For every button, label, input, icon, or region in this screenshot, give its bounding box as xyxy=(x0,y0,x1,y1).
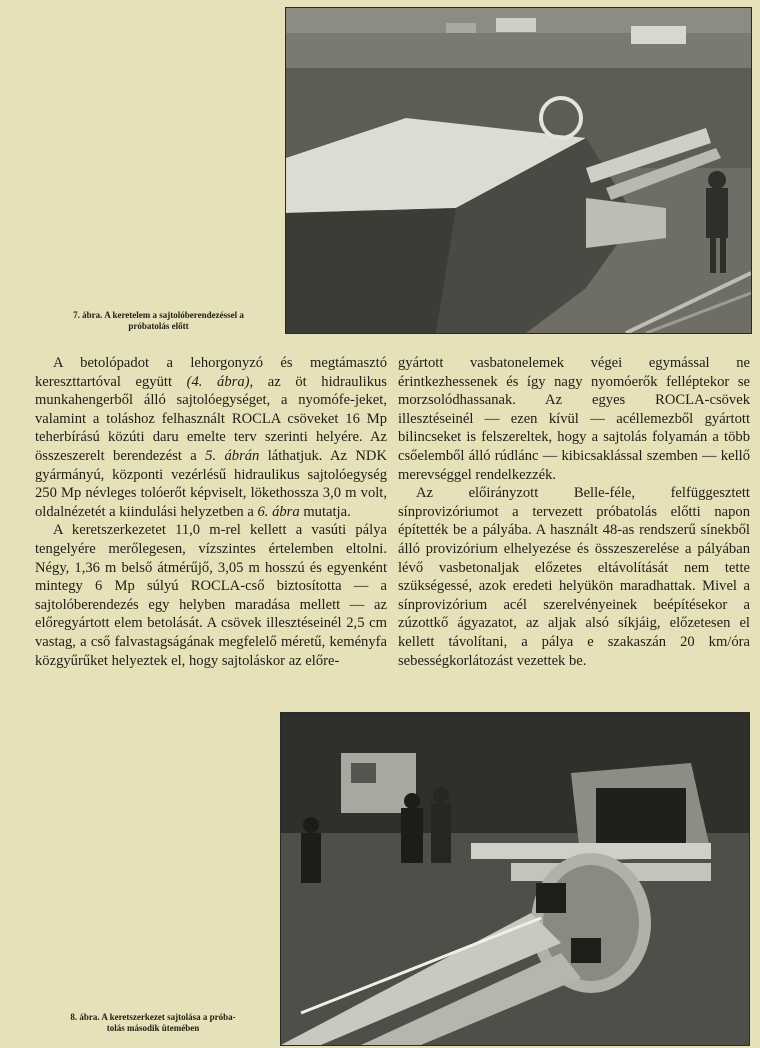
left-p1-text-d: mutatja. xyxy=(303,503,351,520)
left-paragraph-1 xyxy=(35,354,387,521)
figure-7-photo xyxy=(285,7,752,334)
figure-8-photo xyxy=(280,712,750,1046)
right-paragraph-2: Az előirányzott Belle-féle, felfüggesztett sínprovizóriumot a tervezett próbatolás előtti napon építették be a pályába. A használt 48-as rendszerű sínekből álló provizórium elhelyezése és összeszerelése a pályában lévő vasbetonaljak előzetes eltávolítását nem tette szükségessé, azok eredeti helyükön maradhattak. Mivel a sínprovizórium acél szerelvényeinek beépítésekor a zúzottkő ágyazatot, az aljak alsó síkjáig, előzetesen el kellett távolítani, a pálya e szakaszán 20 km/óra sebességkorlátozást vezettek be. xyxy=(398,485,750,669)
construction-photo-bottom xyxy=(281,713,749,1045)
right-column xyxy=(398,354,750,670)
figure-4-reference: (4. ábra) xyxy=(186,373,250,390)
left-p1-text-b: , az öt hidraulikus munkahengerből álló sajtolóegységet, a nyomófe-jeket, valamint a toláshoz felhasznált ROCLA csöveket 16 Mp teherbírású közúti daru emelte terv szerinti helyére. Az összeszerelt berendezést a xyxy=(35,373,387,464)
figure-6-reference: 6. ábra xyxy=(257,503,300,520)
left-p1-text-c: láthatjuk. Az NDK gyármányú, központi vezérlésű hidraulikus sajtolóegység 250 Mp névleges tolóerőt képviselt, lökethossza 3,0 m volt, oldalnézetét a kiindulási helyzetben a xyxy=(35,447,387,520)
figure-8-caption-line2: tolás második ütemében xyxy=(106,1023,200,1033)
figure-5-reference: 5. ábrán xyxy=(205,447,260,464)
right-paragraph-1: gyártott vasbatonelemek végei egymással ne érintkezhessenek és így nagy nyomóerők felléptekor se morzsolódhassanak. Az egyes ROCLA-csövek illesztéseinél — ezen kívül — acéllemezből gyártott bilincseket is felszereltek, hogy a sajtolás folyamán a több csőelemből álló rúdlánc — kibicsaklással szemben — kellő merevséggel rendelkezzék. xyxy=(398,355,750,483)
figure-8-caption-line1: A keretszerkezet sajtolása a próba- xyxy=(101,1012,236,1022)
figure-7-caption xyxy=(36,310,281,332)
figure-8-number: 8. ábra. xyxy=(70,1012,100,1022)
left-column xyxy=(35,354,387,670)
figure-7-number: 7. ábra. xyxy=(73,310,103,320)
figure-8-caption xyxy=(30,1012,276,1034)
figure-7-caption-line1: A keretelem a sajtolóberendezéssel a xyxy=(104,310,244,320)
construction-photo-top xyxy=(286,8,751,333)
left-p1-text-a: A betolópadot a lehorgonyzó és megtámasztó kereszttartóval együtt xyxy=(35,355,387,390)
left-paragraph-2: A keretszerkezetet 11,0 m-rel kellett a vasúti pálya tengelyére merőlegesen, vízszintes értelemben eltolni. Négy, 1,36 m belső átmérűjő, 3,05 m hosszú és egyenként mintegy 6 Mp súlyú ROCLA-cső biztosította — a sajtolóberendezés egy helyben maradása mellett — az előregyártott elem betolását. A csövek illesztéseinél 2,5 cm vastag, a cső falvastagságának megfelelő méretű, keményfa közgyűrűket helyeztek el, hogy sajtoláskor az előre- xyxy=(35,522,387,669)
figure-7-caption-line2: próbatolás előtt xyxy=(128,321,189,331)
